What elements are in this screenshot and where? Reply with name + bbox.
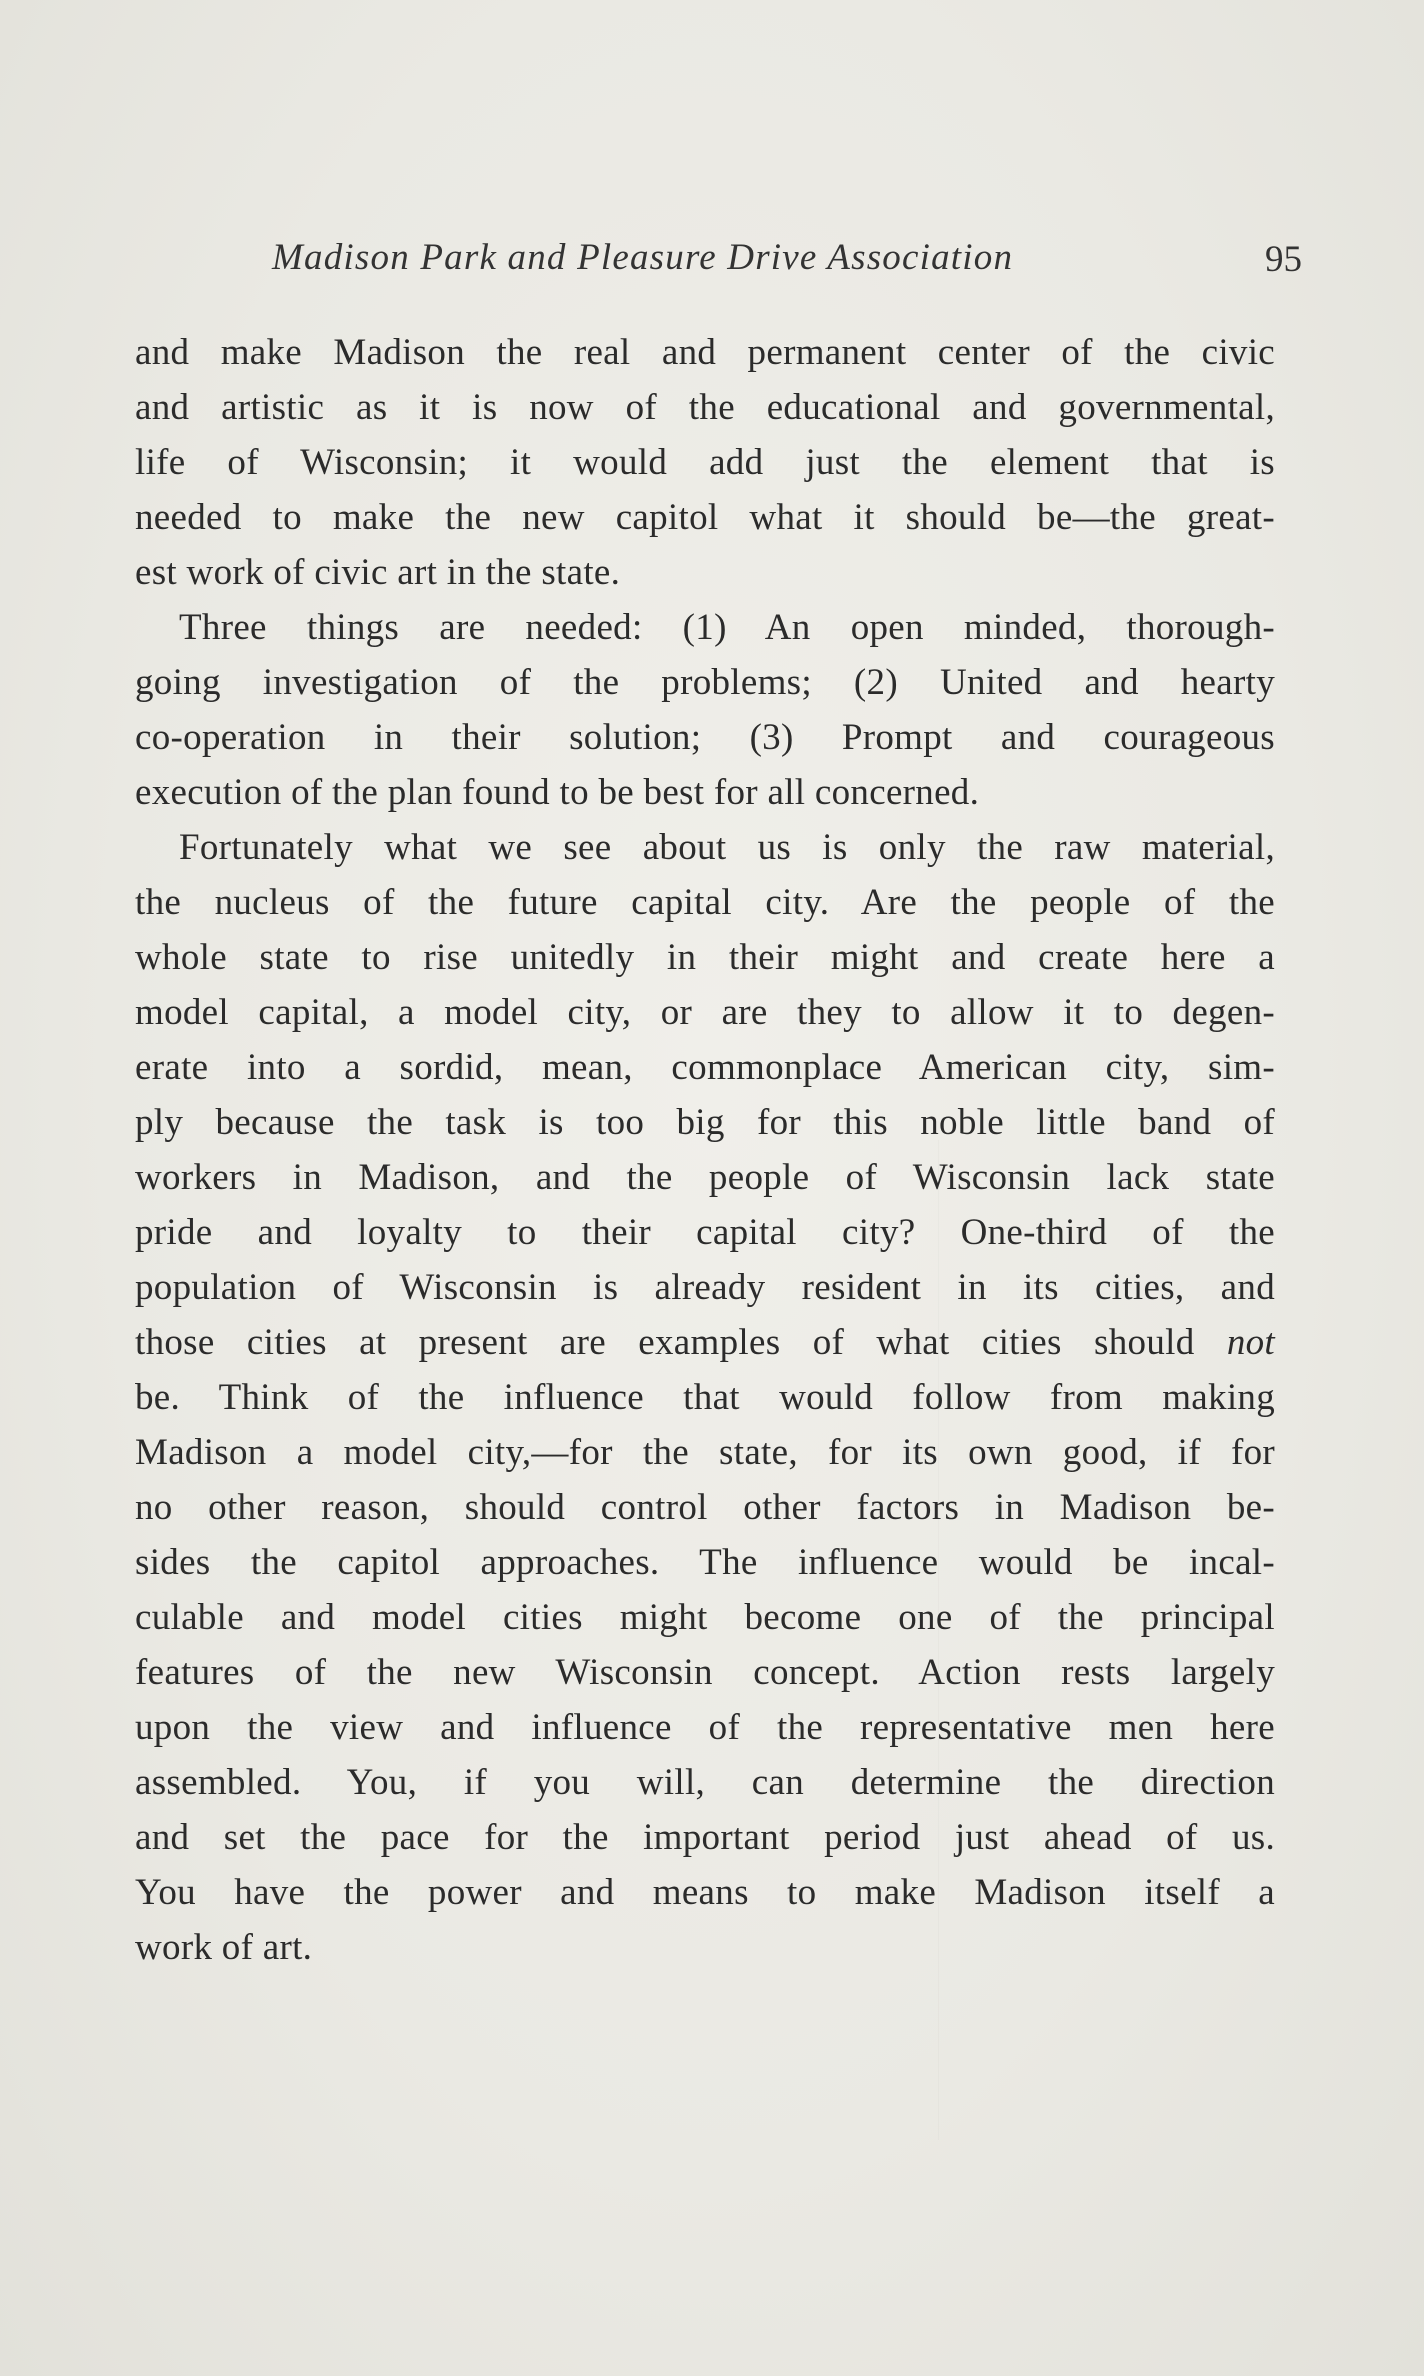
text-line: features of the new Wisconsin concept. Action rests largely — [135, 1652, 1275, 1693]
text-line: co-operation in their solution; (3) Prompt and courageous — [135, 717, 1275, 758]
text-line: be. Think of the influence that would follow from making — [135, 1377, 1275, 1418]
text-line: whole state to rise unitedly in their might and create here a — [135, 937, 1275, 978]
text-line: no other reason, should control other factors in Madison be- — [135, 1487, 1275, 1528]
text-line: life of Wisconsin; it would add just the element that is — [135, 442, 1275, 483]
text-line: culable and model cities might become one of the principal — [135, 1597, 1275, 1638]
text-line: pride and loyalty to their capital city? One-third of the — [135, 1212, 1275, 1253]
text-line: needed to make the new capitol what it should be—the great- — [135, 497, 1275, 538]
text-line: the nucleus of the future capital city. Are the people of the — [135, 882, 1275, 923]
text-line: est work of civic art in the state. — [135, 552, 621, 593]
text-line-with-emphasis — [135, 1315, 1275, 1370]
text-line: and artistic as it is now of the educational and governmental, — [135, 387, 1275, 428]
text-line: work of art. — [135, 1927, 313, 1968]
running-title: Madison Park and Pleasure Drive Association — [272, 237, 1014, 278]
text-line: You have the power and means to make Madison itself a — [135, 1872, 1275, 1913]
text-line: workers in Madison, and the people of Wisconsin lack state — [135, 1157, 1275, 1198]
page-number: 95 — [1265, 239, 1302, 280]
text-line: Fortunately what we see about us is only the raw material, — [179, 827, 1275, 868]
text-segment: those cities at present are examples of what cities should — [135, 1322, 1195, 1363]
paragraph-2 — [135, 600, 1275, 820]
text-line: ply because the task is too big for this noble little band of — [135, 1102, 1275, 1143]
text-line: and set the pace for the important period just ahead of us. — [135, 1817, 1275, 1858]
text-line: Three things are needed: (1) An open minded, thorough- — [179, 607, 1275, 648]
text-line: upon the view and influence of the representative men here — [135, 1707, 1275, 1748]
text-line: population of Wisconsin is already resident in its cities, and — [135, 1267, 1275, 1308]
text-line: going investigation of the problems; (2) United and hearty — [135, 662, 1275, 703]
text-line: model capital, a model city, or are they to allow it to degen- — [135, 992, 1275, 1033]
body-text — [135, 325, 1275, 1975]
text-line: and make Madison the real and permanent center of the civic — [135, 332, 1275, 373]
text-line: sides the capitol approaches. The influence would be incal- — [135, 1542, 1275, 1583]
text-line: assembled. You, if you will, can determine the direction — [135, 1762, 1275, 1803]
paragraph-3 — [135, 820, 1275, 1975]
text-line: Madison a model city,—for the state, for its own good, if for — [135, 1432, 1275, 1473]
paragraph-1 — [135, 325, 1275, 600]
text-line: execution of the plan found to be best for all concerned. — [135, 772, 980, 813]
italic-word: not — [1226, 1322, 1275, 1363]
text-line: erate into a sordid, mean, commonplace American city, sim- — [135, 1047, 1275, 1088]
